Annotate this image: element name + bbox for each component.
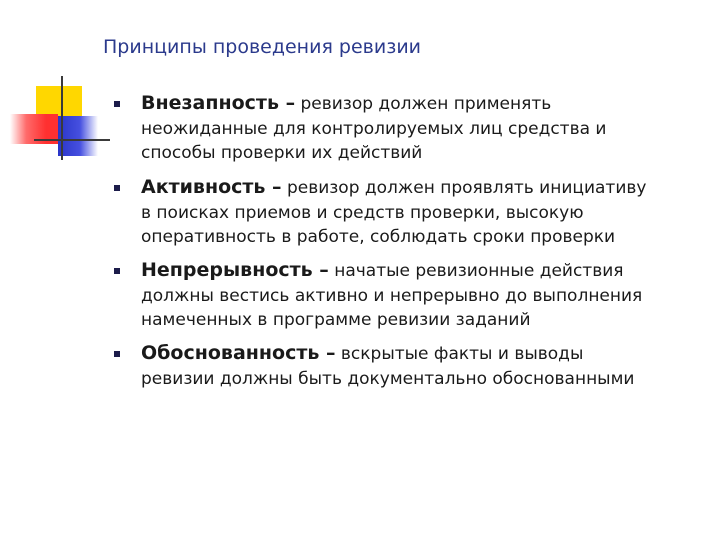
bullet-4-line-2: ревизии должны быть документально обоснованными [141,369,635,389]
decorative-blue-square [58,116,98,156]
bullet-text: начатые ревизионные действия [328,261,624,281]
bullet-marker [114,351,120,357]
bullet-1-first-line [141,92,551,114]
bullet-text: ревизор должен проявлять инициативу [281,178,647,198]
bullet-4-first-line [141,342,583,364]
bullet-3-line-3: намеченных в программе ревизии заданий [141,310,531,330]
slide-title: Принципы проведения ревизии [103,36,422,58]
bullet-3-first-line [141,259,624,281]
bullet-term: Непрерывность – [141,259,329,281]
decorative-vertical-line [61,76,63,160]
bullet-marker [114,185,120,191]
bullet-2-line-2: в поисках приемов и средств проверки, высокую [141,203,584,223]
decorative-horizontal-line [34,139,110,141]
bullet-2-line-3: оперативность в работе, соблюдать сроки проверки [141,227,616,247]
bullet-1-line-2: неожиданные для контролируемых лиц средства и [141,119,607,139]
bullet-term: Обоснованность – [141,342,336,364]
bullet-3-line-2: должны вестись активно и непрерывно до выполнения [141,286,643,306]
bullet-marker [114,101,120,107]
bullet-term: Активность – [141,176,282,198]
bullet-text: ревизор должен применять [295,94,552,114]
bullet-term: Внезапность – [141,92,296,114]
bullet-text: вскрытые факты и выводы [335,344,584,364]
bullet-1-line-3: способы проверки их действий [141,143,423,163]
bullet-marker [114,268,120,274]
bullet-2-first-line [141,176,646,198]
